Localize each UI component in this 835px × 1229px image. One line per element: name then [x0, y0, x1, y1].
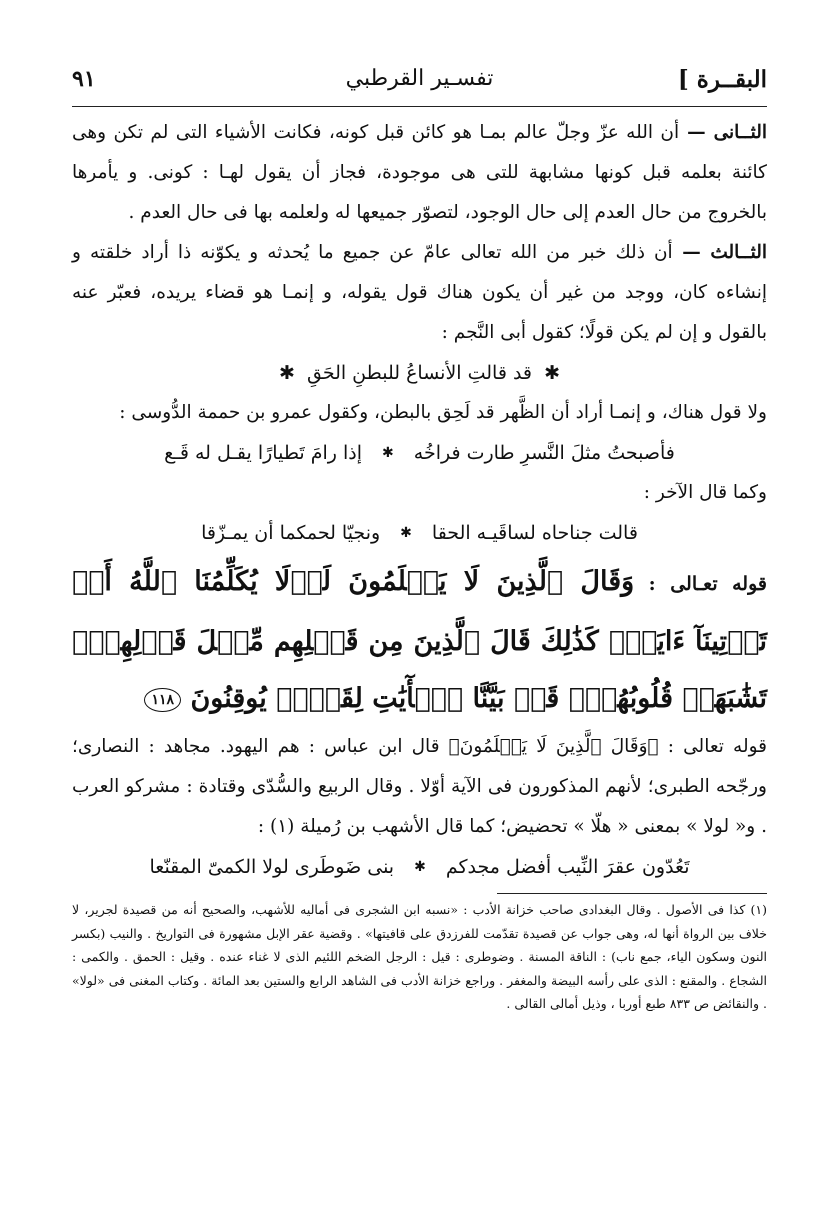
- paragraph-dawsi: ولا قول هناك، و إنمـا أراد أن الظَّهر قد لَحِق بالبطن، وكقول عمرو بن حممة الدُّوسى :: [119, 402, 767, 423]
- poem-ashhab: [72, 847, 767, 887]
- poem-ashhab-second: بنى ضَوطَرى لولا الكمىّ المقنّعا: [149, 856, 395, 878]
- quran-verse: [72, 553, 767, 727]
- poem-separator: ✱: [414, 859, 426, 875]
- page-number: ٩١: [72, 66, 96, 92]
- page-header: [72, 58, 767, 106]
- book-title: تفسـير القرطبي: [345, 66, 494, 91]
- verse-abu-najm-text: قد قالتِ الأنساعُ للبطنِ الحَقِ: [306, 362, 533, 384]
- paragraph-another: وكما قال الآخر :: [643, 482, 767, 503]
- third-label: الثــالث —: [672, 242, 767, 263]
- surah-name: البقــرة ]: [677, 66, 767, 93]
- second-label: الثــانى —: [679, 122, 767, 143]
- poem-dawsi-first: فأصبحتُ مثلَ النَّسرِ طارت فراخُه: [413, 442, 675, 464]
- poem-other: [72, 513, 767, 553]
- footnote-1: (١) كذا فى الأصول . وقال البغدادى صاحب خزانة الأدب : «نسبه ابن الشجرى فى أماليه للأشهب، والصحيح أنه من قصيدة لجرير، لا خلاف بين الرواة أنها له، وهى جواب عن قصيدة تقدّمت للفرزدق على قافيتها» . وقضية عقر الإبل مشهورة فى التواريخ . والنيب (بكسر النون وسكون الياء، جمع ناب) : الناقة المسنة . وضوطرى : قيل : الرجل الضخم اللئيم الذى لا غناء عنده . وقيل : الحمق . والكمى : الشجاع . والمقنع : الذى على رأسه البيضة والمغفر . وراجع خزانة الأدب فى الشاهد الرابع والستين بعد المائة . وكتاب المغنى فى «لولا» . والنقائض ص ٨٣٣ طبع أوربا ، وذيل أمالى القالى .: [72, 902, 767, 1011]
- quran-intro: قوله تعـالى :: [634, 573, 767, 595]
- poem-dawsi-second: إذا رامَ تَطيارًا يقـل له قَـع: [164, 442, 363, 464]
- poem-separator: ✱: [400, 525, 412, 541]
- verse-abu-najm: ✱ قد قالتِ الأنساعُ للبطنِ الحَقِ ✱: [278, 362, 561, 384]
- paragraph-second: [72, 113, 767, 233]
- quran-text: وَقَالَ ٱلَّذِينَ لَا يَعۡلَمُونَ لَوۡلَا يُكَلِّمُنَا ٱللَّهُ أَوۡ تَأۡتِينَآ ءَايَةٞۗ كَذَٰلِكَ قَالَ ٱلَّذِينَ مِن قَبۡلِهِم مِّثۡلَ قَوۡلِهِمۡۘ تَشَٰبَهَتۡ قُلُوبُهُمۡۗ قَدۡ بَيَّنَّا ٱلۡأٓيَٰتِ لِقَوۡمٖ يُوقِنُونَ: [72, 566, 767, 714]
- paragraph-commentary: قوله تعالى : ﴿وَقَالَ ٱلَّذِينَ لَا يَعۡلَمُونَ﴾ قال ابن عباس : هم اليهود. مجاهد : النصارى؛ ورجّحه الطبرى؛ لأنهم المذكورون فى الآية أوّلا . وقال الربيع والسُّدّى وقتادة : مشركو العرب . و« لولا » بمعنى « هلّا » تحضيض؛ كما قال الأشهب بن رُميلة (١) :: [72, 736, 767, 837]
- ayah-number-badge: ١١٨: [144, 688, 181, 712]
- header-rule: [72, 106, 767, 107]
- poem-dawsi: [72, 433, 767, 473]
- poem-ashhab-first: تَعُدّون عقرَ النِّيب أفضل مجدكم: [445, 856, 690, 878]
- footnotes: [72, 898, 767, 1016]
- poem-other-second: ونجيّا لحمكما أن يمـزّقا: [201, 522, 381, 544]
- second-text: أن الله عزّ وجلّ عالم بمـا هو كائن قبل كونه، فكانت الأشياء التى لم تكن وهى كائنة بعلمه قبل كونها مشابهة للتى هى موجودة، فجاز أن يقول لهـا : كونى. و يأمرها بالخروج من حال العدم إلى حال الوجود، لتصوّر جميعها له ولعلمه بها فى حال العدم .: [72, 122, 767, 223]
- poem-other-first: قالت جناحاه لساقَيـه الحقا: [431, 522, 638, 544]
- paragraph-third: [72, 233, 767, 353]
- footnote-rule: [497, 893, 767, 894]
- main-text: [72, 113, 767, 887]
- poem-separator: ✱: [382, 445, 394, 461]
- third-text: أن ذلك خبر من الله تعالى عامّ عن جميع ما يُحدثه و يكوّنه ذا أراد خلقته و إنشاءه كان، ووجد من غير أن يكون هناك قول يقوله، و إنمـا هو قضاء يريده، فعبّر عنه بالقول و إن لم يكن قولًا؛ كقول أبى النَّجم :: [72, 242, 767, 343]
